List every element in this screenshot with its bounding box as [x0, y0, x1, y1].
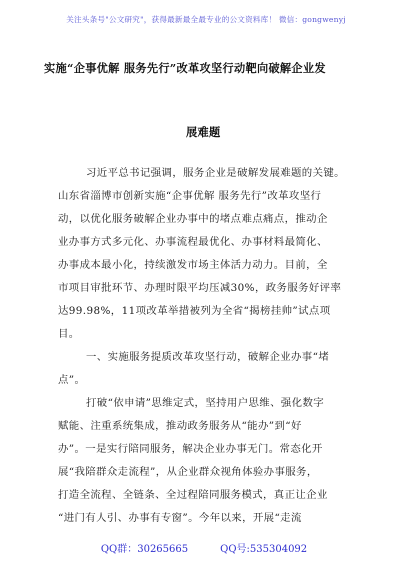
body-line: 习近平总书记强调，服务企业是破解发展难题的关键。 [86, 167, 345, 179]
document-title-line-2: 展难题 [186, 125, 221, 139]
body-line: 打破“依申请”思维定式，坚持用户思维、强化数字 [86, 397, 325, 409]
body-line: 达99.98%，11项改革举措被列为全省“揭榜挂帅”试点项 [58, 305, 331, 317]
document-title-line-1: 实施“企事优解 服务先行”改革攻坚行动靶向破解企业发 [44, 61, 326, 75]
body-line: 业办事方式多元化、办事流程最优化、办事材料最简化、 [58, 236, 328, 248]
footer [0, 540, 408, 555]
body-line: 市项目审批环节、办理时限平均压减30%，政务服务好评率 [58, 282, 342, 294]
body-line: 办”。一是实行陪同服务，解决企业办事无门。常态化开 [58, 443, 323, 455]
body-line: 办事成本最小化，持续激发市场主体活力动力。目前，全 [58, 259, 328, 271]
body-line: 山东省淄博市创新实施“企事优解 服务先行”改革攻坚行 [58, 190, 322, 202]
qq-number-link[interactable]: QQ号:535304092 [220, 544, 308, 555]
section-heading-line: 点”。 [58, 374, 86, 386]
body-line: 目。 [58, 328, 80, 340]
qq-group-link[interactable]: QQ群：30265665 [100, 544, 189, 555]
body-line: 展“我陪群众走流程”，从企业群众视角体验办事服务， [58, 466, 318, 478]
header-banner: 关注头条号"公文研究"，获得最新最全最专业的公文资料库！ 微信：gongwenyj [66, 15, 346, 24]
section-heading-line: 一、实施服务提质改革攻坚行动，破解企业办事“堵 [86, 351, 330, 363]
body-line: 赋能、注重系统集成，推动政务服务从“能办”到“好 [58, 420, 302, 432]
body-line: “进门有人引、办事有专窗”。今年以来，开展“走流 [58, 512, 302, 524]
body-line: 打造全流程、全链条、全过程陪同服务模式，真正让企业 [58, 489, 328, 501]
body-line: 动，以优化服务破解企业办事中的堵点难点痛点，推动企 [58, 213, 328, 225]
